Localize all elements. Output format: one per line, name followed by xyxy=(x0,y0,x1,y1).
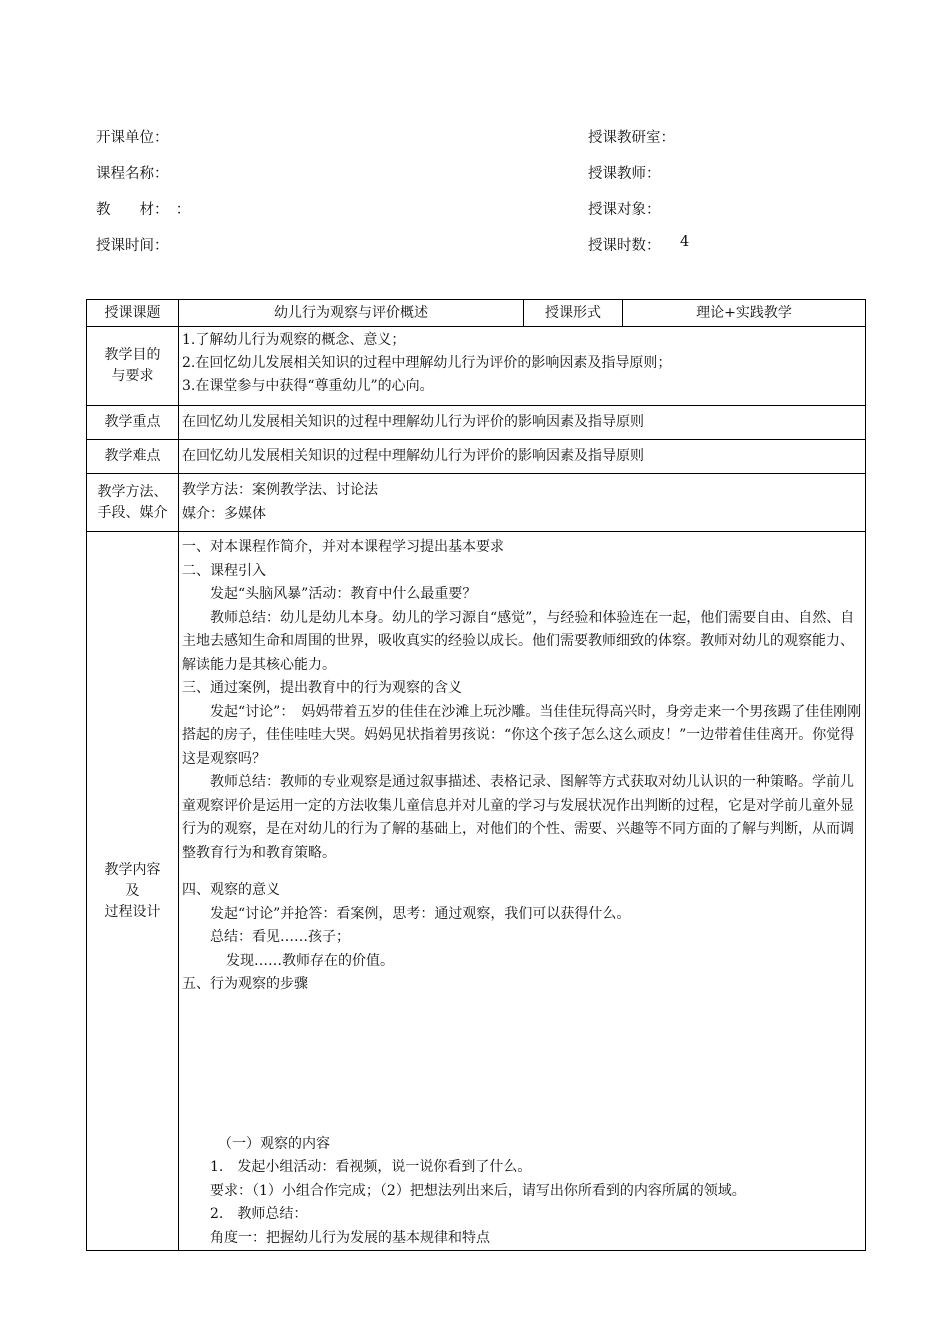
section-4-para-2: 总结：看见……孩子； xyxy=(210,929,350,945)
textbook-label: 教 材： ： xyxy=(96,202,191,218)
section-5-item-1: 1. 发起小组活动：看视频，说一说你看到了什么。 xyxy=(210,1159,532,1175)
method-label-line-1: 教学方法、 xyxy=(97,483,168,500)
difficulty-label: 教学难点 xyxy=(87,440,179,474)
form-value: 理论+实践教学 xyxy=(623,300,866,327)
topic-value: 幼儿行为观察与评价概述 xyxy=(179,300,524,327)
topic-label: 授课课题 xyxy=(87,300,179,327)
lesson-plan-table xyxy=(86,299,866,1251)
goals-label-line-1: 教学目的 xyxy=(104,347,161,363)
goals-row xyxy=(87,327,866,406)
key-point-label: 教学重点 xyxy=(87,406,179,440)
topic-row xyxy=(87,300,866,327)
teacher-label: 授课教师： xyxy=(588,166,661,182)
section-1-heading: 一、对本课程作简介，并对本课程学习提出基本要求 xyxy=(182,539,504,555)
hours-value: 4 xyxy=(680,234,690,250)
section-5-heading: 五、行为观察的步骤 xyxy=(182,976,308,992)
section-3-heading: 三、通过案例，提出教育中的行为观察的含义 xyxy=(182,680,462,696)
hours-label: 授课时数： xyxy=(588,238,661,254)
section-3-para-2: 教师总结：教师的专业观察是通过叙事描述、表格记录、图解等方式获取对幼儿认识的一种策略。学前儿童观察评价是运用一定的方法收集儿童信息并对儿童的学习与发展状况作出判断的过程，它是对学前儿童外显行为的观察，是在对幼儿的行为了解的基础上，对他们的个性、需要、兴趣等不同方面的了解与判断，从而调整教育行为和教育策略。 xyxy=(182,774,854,861)
section-5-angle-1: 角度一：把握幼儿行为发展的基本规律和特点 xyxy=(210,1229,490,1246)
difficulty-value xyxy=(179,440,866,474)
method-line: 教学方法：案例教学法、讨论法 xyxy=(182,482,378,498)
goal-item: 3.在课堂参与中获得“尊重幼儿”的心向。 xyxy=(182,378,434,394)
unit-label: 开课单位： xyxy=(96,130,169,146)
difficulty-text: 在回忆幼儿发展相关知识的过程中理解幼儿行为评价的影响因素及指导原则 xyxy=(182,448,644,464)
goals-label-line-2: 与要求 xyxy=(111,368,154,384)
content-label xyxy=(87,532,179,1251)
content-body xyxy=(179,532,866,1251)
goals-label xyxy=(87,327,179,406)
method-content xyxy=(179,474,866,532)
goal-item: 2.在回忆幼儿发展相关知识的过程中理解幼儿行为评价的影响因素及指导原则； xyxy=(182,355,672,371)
section-4-heading: 四、观察的意义 xyxy=(182,882,280,898)
key-point-text: 在回忆幼儿发展相关知识的过程中理解幼儿行为评价的影响因素及指导原则 xyxy=(182,414,644,430)
audience-label: 授课对象： xyxy=(588,202,661,218)
content-label-line-1: 教学内容 xyxy=(104,861,161,878)
section-4-para-3: 发现……教师存在的价值。 xyxy=(226,952,394,969)
difficulty-row xyxy=(87,440,866,474)
office-label: 授课教研室： xyxy=(588,130,675,146)
key-point-value xyxy=(179,406,866,440)
method-row xyxy=(87,474,866,532)
goal-item: 1.了解幼儿行为观察的概念、意义； xyxy=(182,332,406,348)
content-label-line-2: 及 xyxy=(125,882,140,899)
section-5-item-2: 2. 教师总结： xyxy=(210,1206,308,1222)
form-label: 授课形式 xyxy=(524,300,623,327)
key-point-row xyxy=(87,406,866,440)
section-4-para-1: 发起“讨论”并抢答：看案例，思考：通过观察，我们可以获得什么。 xyxy=(210,905,631,922)
media-line: 媒介：多媒体 xyxy=(182,506,266,522)
content-row xyxy=(87,532,866,1251)
section-2-para-2: 教师总结：幼儿是幼儿本身。幼儿的学习源自“感觉”，与经验和体验连在一起，他们需要自由、自然、自主地去感知生命和周围的世界，吸收真实的经验以成长。他们需要教师细致的体察。教师对幼儿的观察能力、解读能力是其核心能力。 xyxy=(182,609,855,673)
section-2-para-1: 发起“头脑风暴”活动：教育中什么最重要？ xyxy=(210,586,477,602)
section-2-heading: 二、课程引入 xyxy=(182,562,266,579)
content-label-line-3: 过程设计 xyxy=(104,903,161,920)
course-name-label: 课程名称： xyxy=(96,166,169,182)
section-3-para-1: 发起“讨论”： 妈妈带着五岁的佳佳在沙滩上玩沙雕。当佳佳玩得高兴时，身旁走来一个男孩踢了佳佳刚刚搭起的房子，佳佳哇哇大哭。妈妈见状指着男孩说：“你这个孩子怎么这么顽皮！”一边带着佳佳离开。你觉得这是观察吗？ xyxy=(182,703,862,767)
section-5-requirement: 要求：（1）小组合作完成；（2）把想法列出来后，请写出你所看到的内容所属的领域。 xyxy=(210,1182,746,1199)
method-label-line-2: 手段、媒介 xyxy=(97,504,168,521)
method-label xyxy=(87,474,179,532)
goals-content xyxy=(179,327,866,406)
time-label: 授课时间： xyxy=(96,238,169,254)
section-5-subheading: （一）观察的内容 xyxy=(218,1135,330,1152)
